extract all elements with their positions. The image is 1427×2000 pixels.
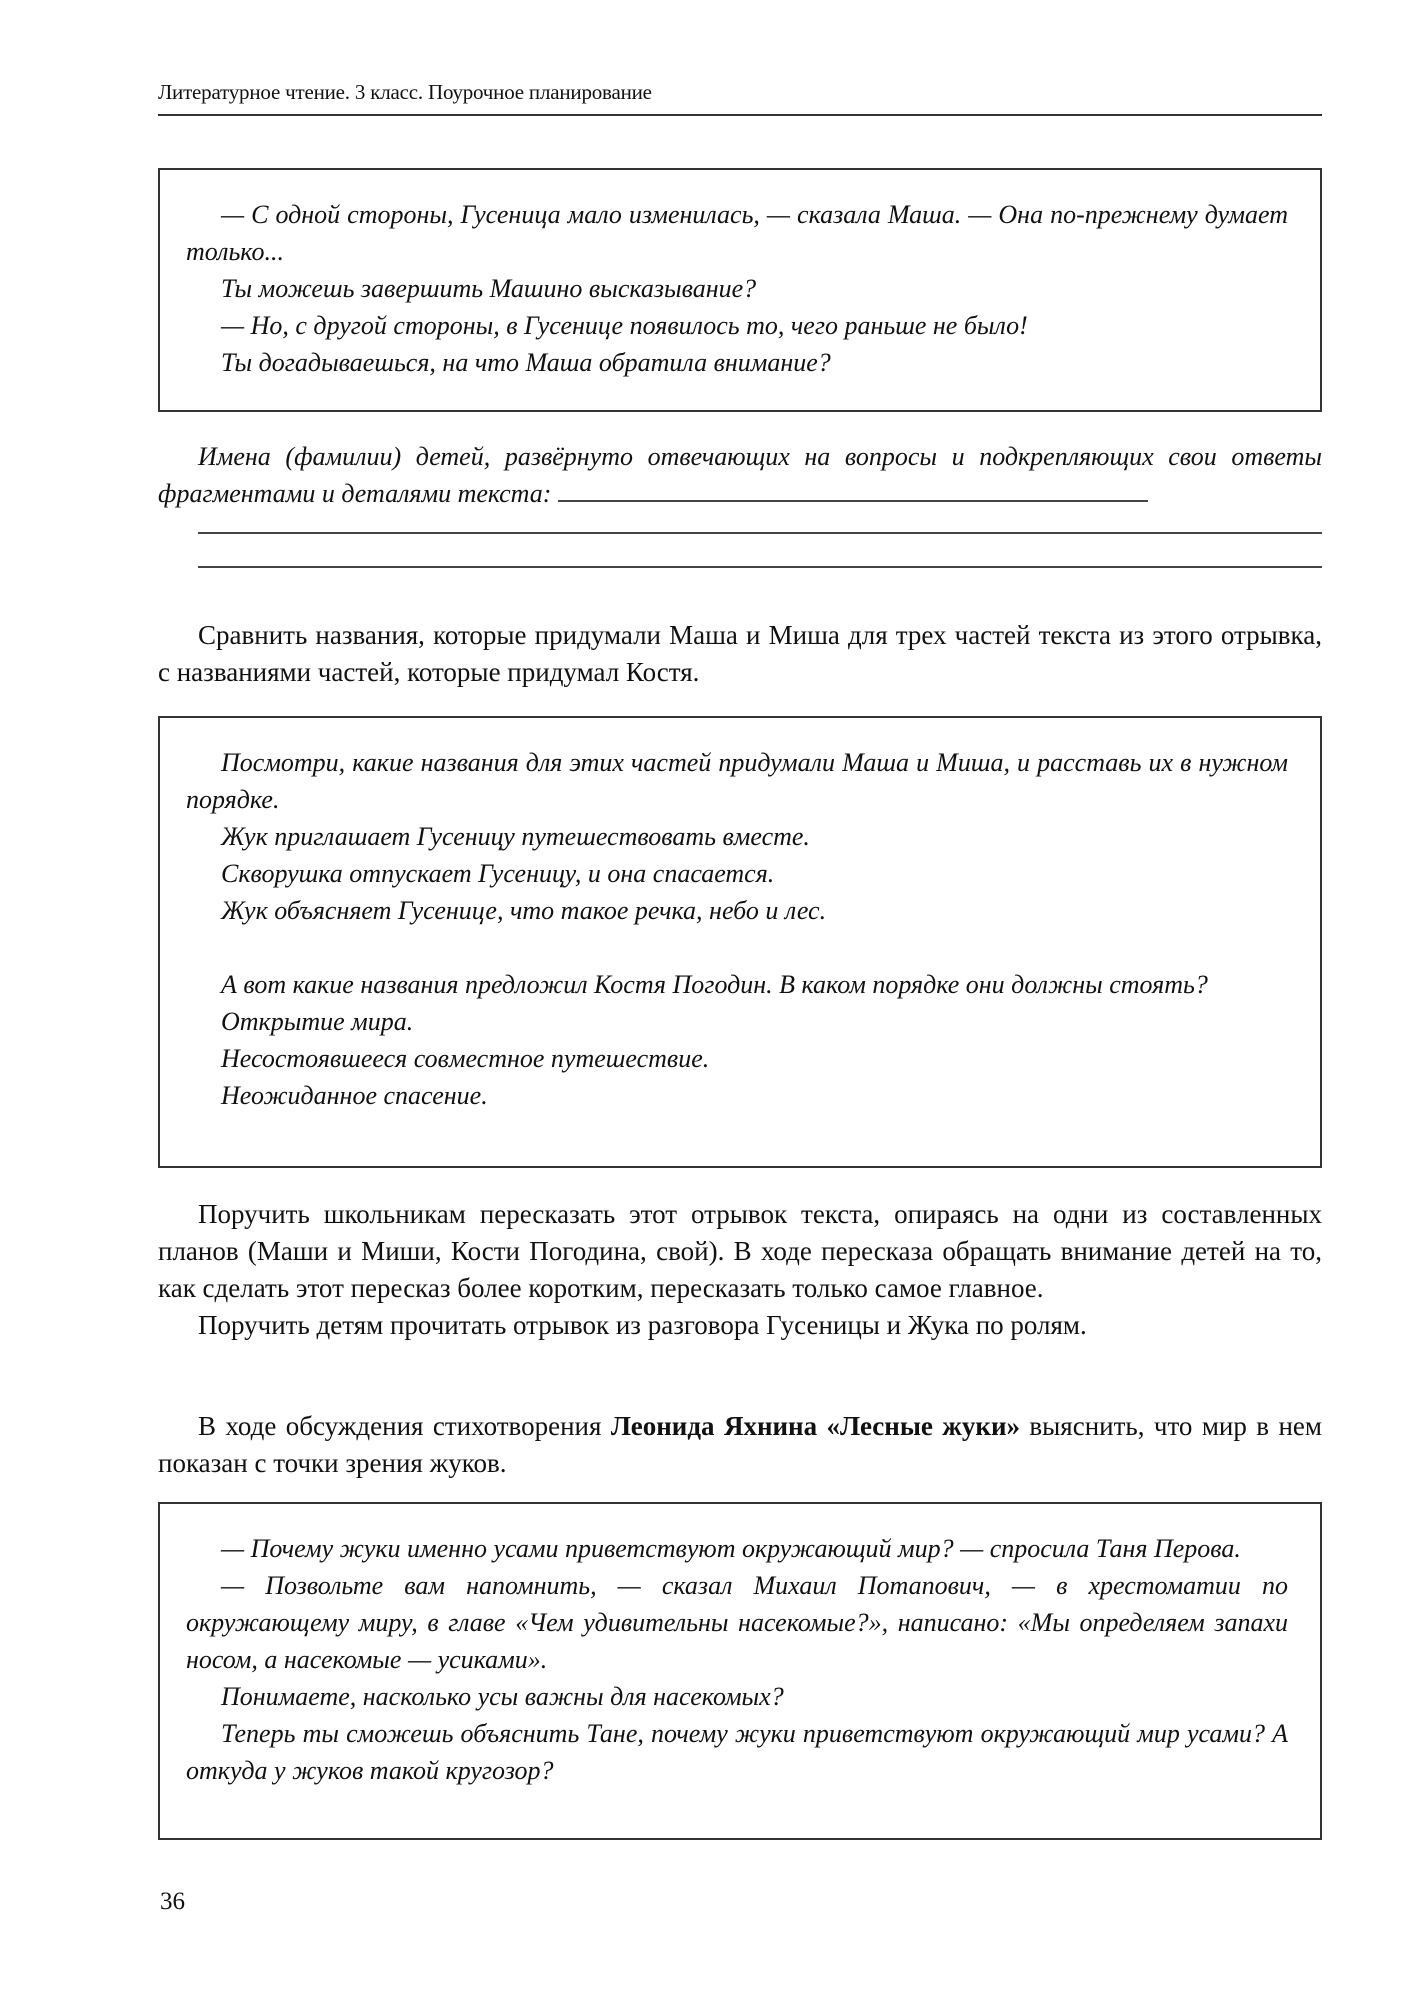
titles-box xyxy=(158,716,1322,1168)
poem-text-after: выяснить, что мир в нем показан с точки зрения жуков. xyxy=(158,1411,1322,1478)
dialogue-box-caterpillar xyxy=(158,168,1322,412)
roles-paragraph: Поручить детям прочитать отрывок из разговора Гусеницы и Жука по ролям. xyxy=(198,1310,1087,1340)
running-title: Литературное чтение. 3 класс. Поурочное планирование xyxy=(158,80,652,104)
box-line: Теперь ты сможешь объяснить Тане, почему жуки приветствуют окружающий мир усами? А откуда у жуков такой кругозор? xyxy=(186,1719,1288,1785)
retell-section xyxy=(158,1196,1322,1344)
box-line: — Но, с другой стороны, в Гусенице появилось то, чего раньше не было! xyxy=(221,311,1028,340)
fill-in-line[interactable] xyxy=(198,566,1322,568)
dialogue-box-beetles xyxy=(158,1502,1322,1840)
box-line: Ты догадываешься, на что Маша обратила внимание? xyxy=(221,348,831,377)
box-line: — Почему жуки именно усами приветствуют окружающий мир? — спросила Таня Перова. xyxy=(221,1534,1241,1563)
titles-intro: Посмотри, какие названия для этих частей придумали Маша и Миша, и расставь их в нужном порядке. xyxy=(186,748,1288,814)
fill-in-line[interactable] xyxy=(198,532,1322,534)
compare-paragraph xyxy=(158,617,1322,691)
box-line: — Позвольте вам напомнить, — сказал Михаил Потапович, — в хрестоматии по окружающему миру, в главе «Чем удивительны насекомые?», написано: «Мы определяем запахи носом, а насекомые — усиками». xyxy=(186,1571,1288,1674)
box-line: Ты можешь завершить Машино высказывание? xyxy=(221,274,757,303)
title-item: Жук приглашает Гусеницу путешествовать вместе. xyxy=(221,822,810,851)
compare-text: Сравнить названия, которые придумали Маша и Миша для трех частей текста из этого отрывка, с названиями частей, которые придумал Костя. xyxy=(158,620,1322,687)
poem-text-before: В ходе обсуждения стихотворения xyxy=(198,1411,611,1441)
box-line: Понимаете, насколько усы важны для насекомых? xyxy=(221,1682,784,1711)
names-prompt xyxy=(158,438,1322,512)
title-item: Скворушка отпускает Гусеницу, и она спасается. xyxy=(221,859,775,888)
retell-paragraph: Поручить школьникам пересказать этот отрывок текста, опираясь на одни из составленных планов (Маши и Миши, Кости Погодина, свой). В ходе пересказа обращать внимание детей на то, как сделать этот пересказ более коротким, пересказать только самое главное. xyxy=(158,1199,1322,1303)
poem-paragraph xyxy=(158,1408,1322,1482)
title-item: Жук объясняет Гусенице, что такое речка, небо и лес. xyxy=(221,896,827,925)
title-item: Неожиданное спасение. xyxy=(221,1081,488,1110)
poem-title: Леонида Яхнина «Лесные жуки» xyxy=(610,1411,1020,1441)
header-rule xyxy=(158,114,1322,116)
page-number: 36 xyxy=(160,1888,185,1915)
title-item: Несостоявшееся совместное путешествие. xyxy=(221,1044,710,1073)
title-item: Открытие мира. xyxy=(221,1007,414,1036)
fill-in-line[interactable] xyxy=(558,478,1148,502)
kostya-intro: А вот какие названия предложил Костя Погодин. В каком порядке они должны стоять? xyxy=(221,970,1208,999)
box-line: — С одной стороны, Гусеница мало изменилась, — сказала Маша. — Она по-прежнему думает только... xyxy=(186,200,1288,266)
names-prompt-text: Имена (фамилии) детей, развёрнуто отвечающих на вопросы и подкрепляющих свои ответы фрагментами и деталями текста: xyxy=(158,442,1322,508)
